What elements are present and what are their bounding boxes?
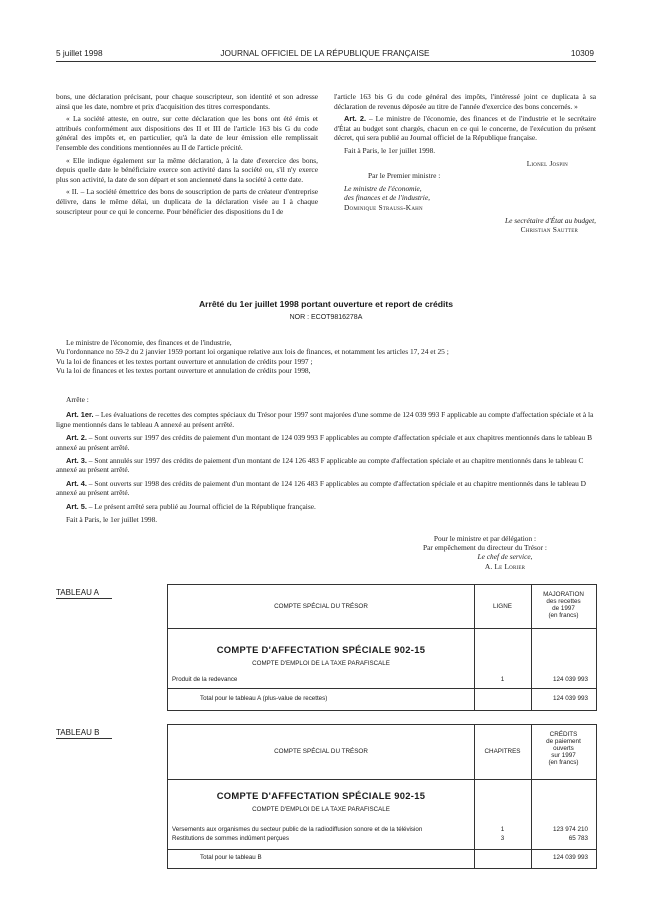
tableau-b-header-compte: COMPTE SPÉCIAL DU TRÉSOR [274,748,368,755]
arrete-verb: Arrête : [66,395,89,404]
visa-3: Vu la loi de finances et les textes portant ouverture et annulation de crédits pour 1997 ; [56,356,313,366]
header-title: JOURNAL OFFICIEL DE LA RÉPUBLIQUE FRANÇAISE [220,48,430,58]
header-date: 5 juillet 1998 [56,48,103,58]
tableau-b-account-title: COMPTE D'AFFECTATION SPÉCIALE 902-15 [216,790,426,801]
visa-1: Le ministre de l'économie, des finances et de l'industrie, [66,338,232,347]
tableau-a-account-title: COMPTE D'AFFECTATION SPÉCIALE 902-15 [216,644,426,655]
page-header [56,48,594,60]
signature-jospin: Lionel Jospin [526,158,568,168]
arrete-fait: Fait à Paris, le 1er juillet 1998. [66,515,158,525]
minister-title-2: des finances et de l'industrie, [344,193,430,203]
tableau-b-header-chapitres: CHAPITRES [484,748,521,755]
left-paragraph-3: « Elle indique également sur la même déclaration, à la date d'exercice des bons, depuis quelle date le bénéficiaire exerce son activité dans la société ou, s'il n'y exerce plus son activité, la date de son départ et son ancienneté dans la société à cette date. [56,155,318,184]
visa-4: Vu la loi de finances et les textes portant ouverture et annulation de crédits pour 1998, [56,366,311,376]
table-row-chapitre: 3 [500,835,505,842]
arrete-title: Arrêté du 1er juillet 1998 portant ouverture et report de crédits [198,299,454,309]
tableau-b-account-subtitle: COMPTE D'EMPLOI DE LA TAXE PARAFISCALE [252,806,390,813]
tableau-a-total-label: Total pour le tableau A (plus-value de recettes) [200,695,328,702]
decree-fait: Fait à Paris, le 1er juillet 1998. [344,145,436,155]
tableau-a-header-majoration: MAJORATION des recettes de 1997 (en francs) [543,591,584,619]
left-paragraph-4: « II. – La société émettrice des bons de souscription de parts de créateur d'entreprise délivre, dans le même délai, un duplicata de la déclaration visée au I à chaque souscripteur pour ce qui le concerne. Pour bénéficier des dispositions du I de [56,187,318,216]
arrete-sig-line-3: Le chef de service, [477,552,533,562]
table-row-amount: 123 974 210 [552,826,588,833]
tableau-a-header-ligne: LIGNE [493,603,512,610]
header-page-number: 10309 [570,48,594,58]
tableau-a-account-subtitle: COMPTE D'EMPLOI DE LA TAXE PARAFISCALE [252,660,390,667]
table-row-label: Restitutions de sommes indûment perçues [172,835,289,842]
arrete-nor: NOR : ECOT9816278A [289,314,363,321]
tableau-a-header-compte: COMPTE SPÉCIAL DU TRÉSOR [274,603,368,610]
table-row-label: Versements aux organismes du secteur public de la radiodiffusion sonore et de la télévision [172,826,423,833]
right-column [334,92,596,238]
arrete-sig-line-2: Par empêchement du directeur du Trésor : [423,543,547,553]
header-rule [56,61,596,62]
left-column [56,92,318,219]
arrete-sig-line-4: A. Le Lorier [484,561,526,571]
arrete-signature [380,534,590,571]
minister-title-1: Le ministre de l'économie, [344,183,422,193]
tableau-b-total-label: Total pour le tableau B [200,854,262,861]
table-row-amount: 124 039 993 [552,676,588,683]
arrete-article-1: Art. 1er. – Les évaluations de recettes des comptes spéciaux du Trésor pour 1997 sont majorées d'une somme de 124 039 993 F applicable au compte d'affectation spéciale et à la ligne mentionnés dans le tableau A annexé au présent arrêté. [56,410,594,429]
table-row-label: Produit de la redevance [172,676,238,683]
tableau-a-label: TABLEAU A [56,588,112,599]
arrete-article-3: Art. 3. – Sont annulés sur 1997 des crédits de paiement d'un montant de 124 126 483 F applicable au compte d'affectation spéciale et au chapitre mentionnés dans le tableau C annexé au présent arrêté. [56,456,584,475]
arrete-sig-line-1: Pour le ministre et par délégation : [433,534,537,543]
left-paragraph-2: « La société atteste, en outre, sur cette déclaration que les bons ont été émis et attribués conformément aux dispositions des II et III de l'article 163 bis G du code général des impôts et, en particulier, qu'à la date de leur émission elle remplissait l'ensemble des conditions mentionnées au II de l'article précité. [56,114,318,152]
tableau-a [167,584,597,711]
table-row-chapitre: 1 [500,826,505,833]
visa-2: Vu l'ordonnance no 59-2 du 2 janvier 1959 portant loi organique relative aux lois de finances, et notamment les articles 17, 24 et 25 ; [56,347,449,357]
arrete-visas [56,338,596,376]
secretary-title: Le secrétaire d'État au budget, [504,215,596,225]
minister-name: Dominique Strauss-Kahn [344,202,423,212]
tableau-b [167,724,597,869]
tableau-a-total-amount: 124 039 993 [552,695,588,702]
right-paragraph-1: l'article 163 bis G du code général des impôts, l'intéressé joint ce duplicata à sa déclaration de revenus déposée au titre de l'année d'exercice des bons concernés. » [334,92,596,111]
left-paragraph-1: bons, une déclaration précisant, pour chaque souscripteur, son identité et son adresse ainsi que les date, nombre et prix d'acquisition des titres correspondants. [56,92,318,111]
arrete-articles [56,395,596,524]
secretary-name: Christian Sautter [520,225,578,235]
arrete-article-4: Art. 4. – Sont ouverts sur 1998 des crédits de paiement d'un montant de 124 126 483 F applicables au compte d'affectation spéciale et au chapitre mentionnés dans le tableau D annexé au présent arrêté. [56,478,586,498]
tableau-b-label: TABLEAU B [56,728,112,739]
table-row-ligne: 1 [500,676,505,683]
decree-article-2: Art. 2. – Le ministre de l'économie, des finances et de l'industrie et le secrétaire d'État au budget sont chargés, chacun en ce qui le concerne, de l'exécution du présent décret, qui sera publié au Journal officiel de la République française. [334,114,596,143]
tableau-b-total-amount: 124 039 993 [552,854,588,861]
table-row-amount: 65 783 [568,835,588,842]
tableau-b-header-credits: CRÉDITS de paiement ouverts sur 1997 (en francs) [546,731,581,766]
arrete-article-5: Art. 5. – Le présent arrêté sera publié au Journal officiel de la République française. [66,501,316,511]
par-premier-ministre: Par le Premier ministre : [368,171,441,181]
arrete-article-2: Art. 2. – Sont ouverts sur 1997 des crédits de paiement d'un montant de 124 039 993 F applicables au compte d'affectation spéciale et aux chapitres mentionnés dans le tableau B annexé au présent arrêté. [56,433,593,452]
